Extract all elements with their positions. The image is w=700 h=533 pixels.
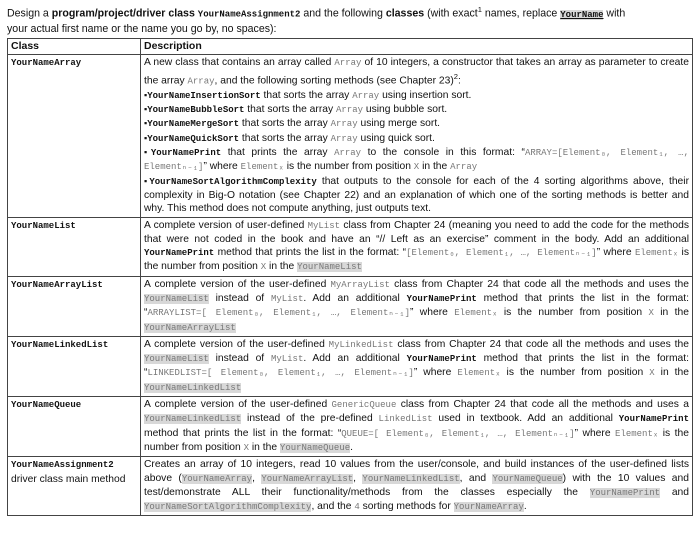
table-row [8, 217, 693, 276]
class-name: YourNameLinkedList [11, 339, 109, 350]
header-description: Description [141, 38, 693, 54]
requirements-table [7, 38, 693, 517]
class-name: YourNameQueue [11, 400, 82, 411]
intro-text: and the following [300, 7, 386, 20]
intro-paragraph: Design a program/project/driver class YourNameAssignment2 and the following classes (with exact$^1$ names, replace YourName with your actual first name or the name you go by, no spaces): [7, 5, 626, 35]
bullet-item: ▪ YourNameQuickSort that sorts the array Array using quick sort. [144, 133, 435, 144]
class-name: YourNameArrayList [11, 279, 103, 290]
table-row [8, 457, 693, 516]
description-cell: A complete version of user-defined MyList class from Chapter 24 (meaning you need to add the code for the methods that were not coded in the book and have an “// Left as an exercise” comment in the body. Add an additional YourNamePrint method that prints the list in the format: “[Element₀, Element₁, …, Elementₙ₋₁]” where Elementₓ is the number from position X in the YourNameList [141, 217, 693, 276]
description-cell: A complete version of the user-defined MyArrayList class from Chapter 24 that code all the methods and uses the YourNameList instead of MyList. Add an additional YourNamePrint method that prints the list in the format: “ARRAYLIST=[ Element₀, Element₁, …, Elementₙ₋₁]” where Elementₓ is the number from position X in the YourNameArrayList [141, 276, 693, 336]
bullet-item: ▪ YourNameSortAlgorithmComplexity that outputs to the console for each of the 4 sorting algorithms above, their complexity in Big-O notation (see Chapter 22) and an explanation of which one of the sorting methods is better and why. This method does not compute anything, just outputs text. [144, 176, 689, 215]
description-cell: A complete version of the user-defined GenericQueue class from Chapter 24 that code all the methods and uses a YourNameLinkedList instead of the pre-defined LinkedList used in textbook. Add an additional YourNamePrint method that prints the list in the format: “QUEUE=[ Element₀, Element₁, …, Elementₙ₋₁]” where Elementₓ is the number from position X in the YourNameQueue. [141, 397, 693, 457]
intro-bold-text: program/project/driver class [51, 7, 195, 20]
class-name: YourNameArray [11, 57, 82, 68]
table-row [8, 397, 693, 457]
bullet-item: ▪ YourNameBubbleSort that sorts the array Array using bubble sort. [144, 104, 447, 115]
intro-bold-text: classes [385, 7, 425, 20]
bullet-item: ▪ YourNameInsertionSort that sorts the array Array using insertion sort. [144, 90, 471, 101]
header-class: Class [8, 38, 141, 54]
intro-text: Design a [7, 7, 52, 20]
yourname-placeholder: YourName [560, 9, 604, 20]
description-cell: Creates an array of 10 integers, read 10 values from the user/console, and build instances of the user-defined lists above (YourNameArray, YourNameArrayList, YourNameLinkedList, and YourNameQueue) with the 10 values and test/demonstrate ALL their functionality/methods from the classes especially the YourNamePrint and YourNameSortAlgorithmComplexity, and the 4 sorting methods for YourNameArray. [141, 457, 693, 516]
driver-class-name: YourNameAssignment2 [197, 9, 301, 20]
intro-text: your actual first name or the name you go by, no spaces): [7, 22, 277, 35]
table-row [8, 54, 693, 217]
intro-text: with [603, 7, 626, 20]
class-subtitle: driver class main method [11, 473, 126, 485]
class-name: YourNameAssignment2 [11, 460, 114, 471]
description-cell: A new class that contains an array called Array of 10 integers, a constructor that takes an array as parameter to create the array Array, and the following sorting methods (see Chapter 23)$^2$: ▪ YourNameInsertionSort that sorts the array Array using insertion sort. ▪ YourNameBubbleSort that sorts the array Array using bubble sort. ▪ YourNameMergeSort that sorts the array Array using merge sort. ▪ YourNameQuickSort that sorts the array Array using quick sort. ▪ YourNamePrint that prints the array Array to the console in this format: “ARRAY=[Element₀, Element₁, …, Elementₙ₋₁]” where Elementₓ is the number from position X in the Array ▪ YourNameSortAlgorithmComplexity that outputs to the console for each of the 4 sorting algorithms above, their complexity in Big-O notation (see Chapter 22) and an explanation of which one of the sorting methods is better and why. This method does not compute anything, just outputs text. [141, 54, 693, 217]
bullet-item: ▪ YourNamePrint that prints the array Array to the console in this format: “ARRAY=[Element₀, Element₁, …, Elementₙ₋₁]” where Elementₓ is the number from position X in the Array [144, 147, 689, 172]
table-row [8, 276, 693, 336]
bullet-item: ▪ YourNameMergeSort that sorts the array Array using merge sort. [144, 118, 440, 129]
intro-text: (with exact [424, 7, 478, 20]
class-name: YourNameList [11, 220, 76, 231]
table-row [8, 336, 693, 396]
intro-text: names, replace [481, 7, 561, 20]
table-header-row [8, 38, 693, 54]
description-cell: A complete version of the user-defined MyLinkedList class from Chapter 24 that code all the methods and uses the YourNameList instead of MyList. Add an additional YourNamePrint method that prints the list in the format: “LINKEDLIST=[ Element₀, Element₁, …, Elementₙ₋₁]” where Elementₓ is the number from position X in the YourNameLinkedList [141, 336, 693, 396]
